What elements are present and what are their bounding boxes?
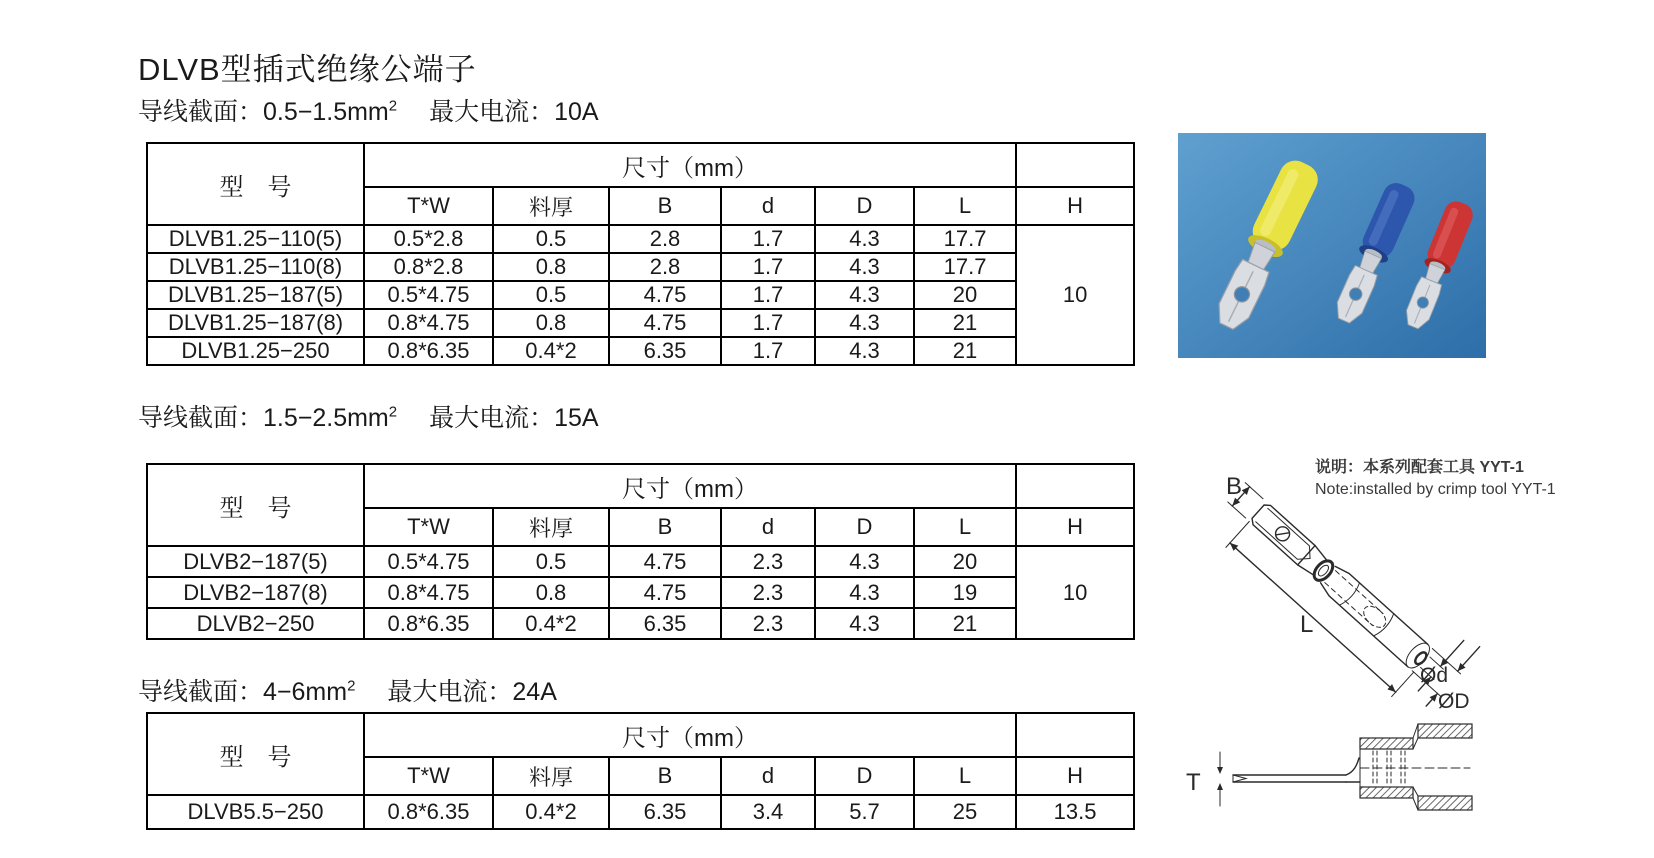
cell-value: 6.35 <box>609 608 721 639</box>
col-header-h: H <box>1016 508 1134 546</box>
spec-table-3 <box>146 712 1135 830</box>
cell-value: 0.5*4.75 <box>364 546 493 577</box>
cell-value: 4.3 <box>815 546 914 577</box>
dim-label-t: T <box>1186 769 1201 796</box>
product-photo <box>1178 133 1486 358</box>
spec-3-current: 最大电流：24A <box>387 678 557 706</box>
cell-value: 6.35 <box>609 337 721 365</box>
cell-value: 0.8*6.35 <box>364 608 493 639</box>
col-header-thickness: 料厚 <box>493 508 609 546</box>
cell-h-merged: 10 <box>1016 225 1134 365</box>
col-header-l: L <box>914 757 1016 795</box>
cell-value: 0.8*2.8 <box>364 253 493 281</box>
spec-1-superscript: 2 <box>388 97 398 115</box>
spec-table-2 <box>146 463 1135 640</box>
terminal-side-view <box>1217 724 1472 810</box>
cell-value: 0.8*6.35 <box>364 795 493 829</box>
col-header-d: d <box>721 187 815 225</box>
cell-value: 20 <box>914 281 1016 309</box>
cell-value: 4.3 <box>815 337 914 365</box>
cell-value: 2.8 <box>609 225 721 253</box>
cell-model: DLVB2−250 <box>147 608 364 639</box>
col-header-b: B <box>609 508 721 546</box>
col-header-thickness: 料厚 <box>493 757 609 795</box>
cell-value: 0.4*2 <box>493 795 609 829</box>
cell-value: 4.3 <box>815 577 914 608</box>
cell-value: 21 <box>914 309 1016 337</box>
spec-2-current: 最大电流：15A <box>429 404 599 432</box>
cell-model: DLVB1.25−187(8) <box>147 309 364 337</box>
cell-value: 4.3 <box>815 309 914 337</box>
cell-value: 1.7 <box>721 309 815 337</box>
technical-drawing <box>1128 420 1654 858</box>
spec-line-2 <box>138 398 599 434</box>
col-header-thickness: 料厚 <box>493 187 609 225</box>
cell-value: 1.7 <box>721 225 815 253</box>
cell-value: 0.8*6.35 <box>364 337 493 365</box>
cell-value: 21 <box>914 608 1016 639</box>
spec-table-1 <box>146 142 1135 366</box>
col-header-d: d <box>721 508 815 546</box>
cell-value: 2.8 <box>609 253 721 281</box>
model-header: 型 号 <box>147 713 364 795</box>
table-row <box>147 309 1134 337</box>
col-header-b: B <box>609 757 721 795</box>
spec-line-1 <box>138 92 599 128</box>
cell-value: 4.3 <box>815 281 914 309</box>
cell-model: DLVB2−187(8) <box>147 577 364 608</box>
cell-value: 0.5 <box>493 281 609 309</box>
spec-2-superscript: 2 <box>388 403 398 421</box>
col-header-h: H <box>1016 187 1134 225</box>
cell-value: 0.4*2 <box>493 337 609 365</box>
cell-value: 1.7 <box>721 253 815 281</box>
col-header-tw: T*W <box>364 187 493 225</box>
col-header-l: L <box>914 508 1016 546</box>
cell-value: 17.7 <box>914 253 1016 281</box>
cell-value: 1.7 <box>721 337 815 365</box>
table-row <box>147 608 1134 639</box>
col-header-h: H <box>1016 757 1134 795</box>
drawing-note-en: Note:installed by crimp tool YYT-1 <box>1315 481 1556 498</box>
cell-value: 4.3 <box>815 225 914 253</box>
cell-value: 0.5 <box>493 546 609 577</box>
col-header-d: d <box>721 757 815 795</box>
table-row <box>147 337 1134 365</box>
spec-1-text: 导线截面：0.5−1.5mm <box>138 98 389 126</box>
col-header-D: D <box>815 508 914 546</box>
h-column-spacer <box>1016 464 1134 508</box>
cell-value: 20 <box>914 546 1016 577</box>
cell-value: 25 <box>914 795 1016 829</box>
cell-value: 0.8 <box>493 253 609 281</box>
cell-model: DLVB1.25−187(5) <box>147 281 364 309</box>
cell-value: 6.35 <box>609 795 721 829</box>
cell-value: 0.8*4.75 <box>364 309 493 337</box>
table-row <box>147 225 1134 253</box>
col-header-l: L <box>914 187 1016 225</box>
model-header: 型 号 <box>147 464 364 546</box>
cell-value: 4.3 <box>815 608 914 639</box>
col-header-tw: T*W <box>364 508 493 546</box>
cell-value: 0.4*2 <box>493 608 609 639</box>
col-header-D: D <box>815 187 914 225</box>
model-header: 型 号 <box>147 143 364 225</box>
page-title: DLVB型插式绝缘公端子 <box>138 52 477 87</box>
spec-1-current: 最大电流：10A <box>429 98 599 126</box>
dim-label-od-big: ØD <box>1438 690 1470 713</box>
cell-value: 0.8*4.75 <box>364 577 493 608</box>
cell-value: 21 <box>914 337 1016 365</box>
dim-label-l: L <box>1300 611 1314 638</box>
dim-label-od-small: Ød <box>1420 664 1449 687</box>
spec-3-text: 导线截面：4−6mm <box>138 678 348 706</box>
dim-label-b: B <box>1226 473 1243 500</box>
cell-value: 4.3 <box>815 253 914 281</box>
cell-value: 0.5*2.8 <box>364 225 493 253</box>
dims-header: 尺寸（mm） <box>364 464 1016 508</box>
cell-value: 2.3 <box>721 608 815 639</box>
cell-model: DLVB2−187(5) <box>147 546 364 577</box>
col-header-D: D <box>815 757 914 795</box>
table-row <box>147 253 1134 281</box>
cell-model: DLVB1.25−110(8) <box>147 253 364 281</box>
cell-model: DLVB1.25−110(5) <box>147 225 364 253</box>
cell-value: 0.8 <box>493 577 609 608</box>
cell-value: 0.5*4.75 <box>364 281 493 309</box>
col-header-b: B <box>609 187 721 225</box>
cell-h: 13.5 <box>1016 795 1134 829</box>
cell-value: 0.5 <box>493 225 609 253</box>
h-column-spacer <box>1016 143 1134 187</box>
table-row <box>147 577 1134 608</box>
cell-value: 2.3 <box>721 546 815 577</box>
dims-header: 尺寸（mm） <box>364 713 1016 757</box>
spec-3-superscript: 2 <box>347 677 356 695</box>
table-row <box>147 795 1134 829</box>
cell-value: 19 <box>914 577 1016 608</box>
table-row <box>147 281 1134 309</box>
cell-h-merged: 10 <box>1016 546 1134 639</box>
h-column-spacer <box>1016 713 1134 757</box>
cell-value: 5.7 <box>815 795 914 829</box>
dims-header: 尺寸（mm） <box>364 143 1016 187</box>
cell-value: 4.75 <box>609 546 721 577</box>
table-row <box>147 546 1134 577</box>
cell-value: 17.7 <box>914 225 1016 253</box>
cell-value: 3.4 <box>721 795 815 829</box>
cell-value: 2.3 <box>721 577 815 608</box>
cell-model: DLVB5.5−250 <box>147 795 364 829</box>
cell-value: 4.75 <box>609 309 721 337</box>
cell-value: 4.75 <box>609 577 721 608</box>
col-header-tw: T*W <box>364 757 493 795</box>
cell-value: 4.75 <box>609 281 721 309</box>
cell-value: 1.7 <box>721 281 815 309</box>
drawing-note-zh: 说明：本系列配套工具 YYT-1 <box>1315 459 1524 476</box>
cell-model: DLVB1.25−250 <box>147 337 364 365</box>
spec-2-text: 导线截面：1.5−2.5mm <box>138 404 389 432</box>
cell-value: 0.8 <box>493 309 609 337</box>
spec-line-3 <box>138 672 557 708</box>
